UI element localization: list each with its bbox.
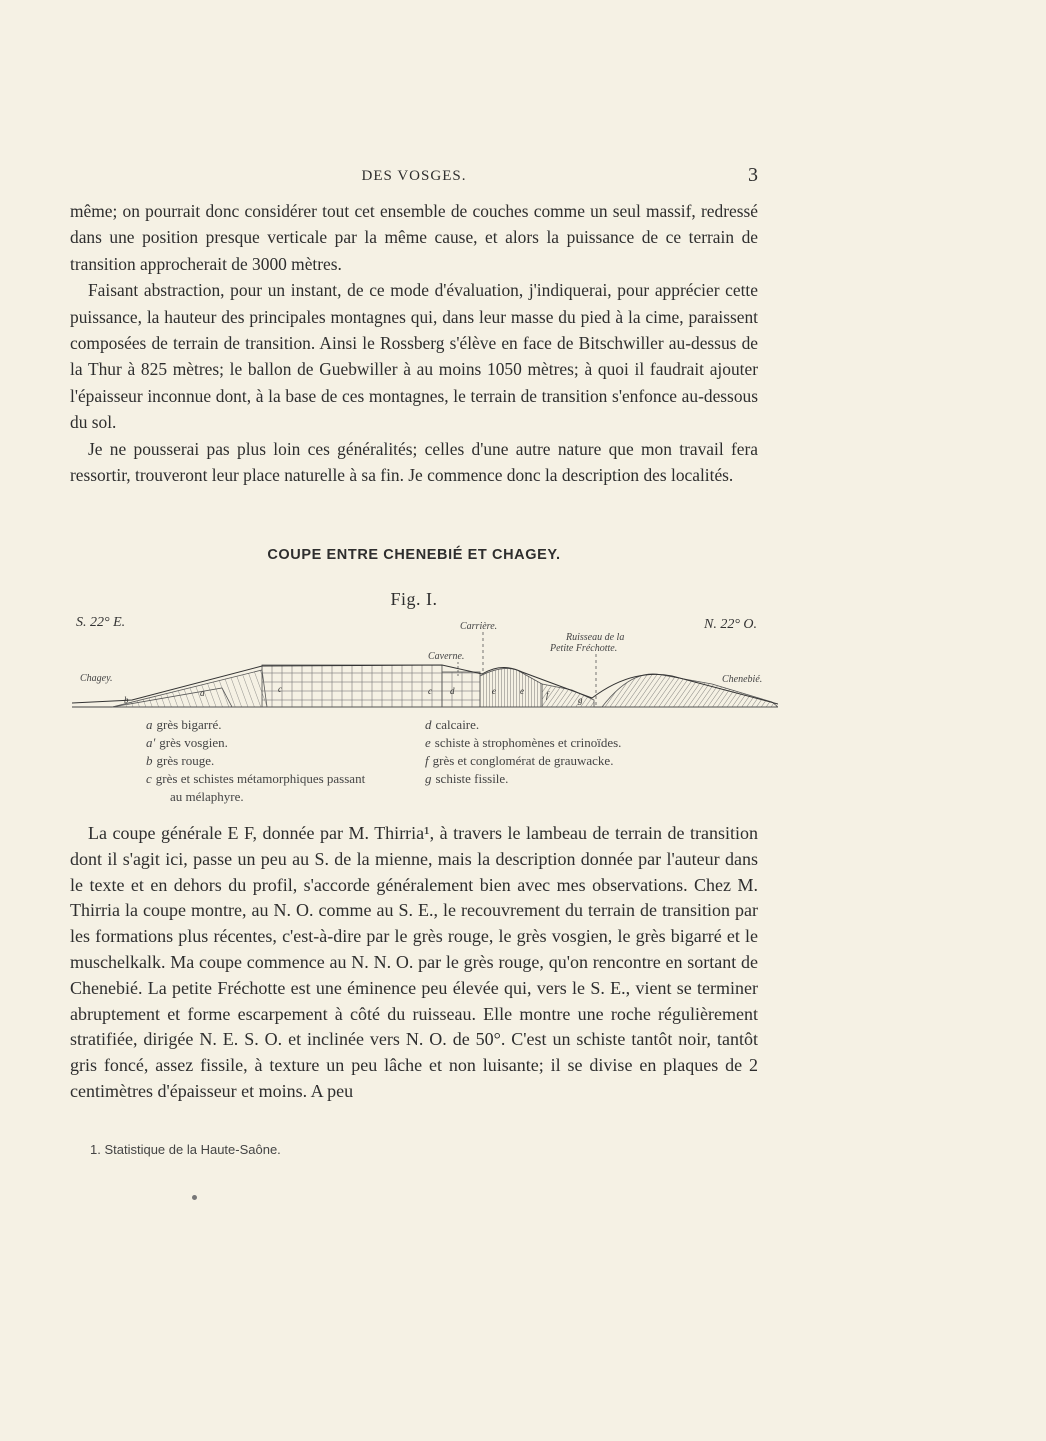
legend-left xyxy=(146,716,365,806)
footnote: 1. Statistique de la Haute-Saône. xyxy=(90,1142,281,1157)
letter-e: e xyxy=(520,686,524,696)
geological-section-figure xyxy=(72,610,778,718)
letter-g: g xyxy=(578,695,583,705)
legend-key: b xyxy=(146,753,153,768)
legend-row xyxy=(146,752,365,770)
place-left: Chagey. xyxy=(80,673,113,684)
legend-text: grès vosgien. xyxy=(159,735,228,750)
paragraph: Faisant abstraction, pour un instant, de ce mode d'évaluation, j'indiquerai, pour apprécier cette puissance, la hauteur des principales montagnes qui, dans leur masse du pied à la cime, paraissent composées de terrain de transition. Ainsi le Rossberg s'élève en face de Bitschwiller au-dessus de la Thur à 825 mètres; le ballon de Guebwiller à au moins 1050 mètres; à quoi il faudrait ajouter l'épaisseur inconnue dont, à la base de ces montagnes, le terrain de transition s'enfonce au-dessous du sol. xyxy=(70,280,758,433)
legend-row xyxy=(425,752,621,770)
letter-e: e xyxy=(492,686,496,696)
legend-text: grès bigarré. xyxy=(156,717,222,732)
legend-key: a' xyxy=(146,735,156,750)
place-right: Chenebié. xyxy=(722,674,763,685)
legend-right xyxy=(425,716,621,788)
paragraph: La coupe générale E F, donnée par M. Thirria¹, à travers le lambeau de terrain de transition dont il s'agit ici, passe un peu au S. de la mienne, mais la description donnée par l'auteur dans le texte et en dehors du profil, s'accorde généralement bien avec mes observations. Chez M. Thirria la coupe montre, au N. O. comme au S. E., le recouvrement du terrain de transition par les formations plus récentes, c'est-à-dire par le grès rouge, le grès vosgien, le grès bigarré et le muschelkalk. Ma coupe commence au N. N. O. par le grès rouge, qu'on rencontre en sortant de Chenebié. La petite Fréchotte est une éminence peu élevée qui, vers le S. E., vient se terminer abruptement et forme escarpement à côté du ruisseau. Elle montre une roche régulièrement stratifiée, dirigée N. E. S. O. et inclinée vers N. O. de 50°. C'est un schiste tantôt noir, tantôt gris foncé, assez fissile, à texture un peu lâche et non luisante; il se divise en plaques de 2 centimètres d'épaisseur et moins. A peu xyxy=(70,823,758,1101)
legend-text: grès rouge. xyxy=(156,753,215,768)
legend-key: c xyxy=(146,771,152,786)
section-drawing xyxy=(72,610,778,718)
orientation-left: S. 22° E. xyxy=(76,615,126,630)
legend-text: au mélaphyre. xyxy=(170,789,244,804)
letter-f: f xyxy=(546,690,549,700)
letter-b: b xyxy=(124,695,129,705)
legend-text: grès et schistes métamorphiques passant xyxy=(155,771,366,786)
legend-key: a xyxy=(146,717,153,732)
label-ruisseau-1: Ruisseau de la xyxy=(566,632,625,643)
figure-label: Fig. I. xyxy=(390,589,438,609)
legend-row xyxy=(146,770,365,788)
legend-text: schiste fissile. xyxy=(435,771,509,786)
legend-text: schiste à strophomènes et crinoïdes. xyxy=(434,735,622,750)
label-carriere: Carrière. xyxy=(460,621,498,632)
legend-key: e xyxy=(425,735,431,750)
section-heading: COUPE ENTRE CHENEBIÉ ET CHAGEY. xyxy=(267,547,561,563)
legend-text: calcaire. xyxy=(435,717,480,732)
legend-text: grès et conglomérat de grauwacke. xyxy=(432,753,614,768)
orientation-right: N. 22° O. xyxy=(704,617,758,632)
legend-row xyxy=(425,734,621,752)
letter-c: c xyxy=(428,686,432,696)
legend-key: g xyxy=(425,771,432,786)
running-header xyxy=(70,164,758,192)
legend-row xyxy=(425,716,621,734)
label-ruisseau-2: Petite Fréchotte. xyxy=(550,643,618,654)
legend-key: d xyxy=(425,717,432,732)
top-text-block xyxy=(70,198,758,488)
bottom-text-block xyxy=(70,821,758,1105)
letter-d: d xyxy=(450,686,455,696)
paragraph: Je ne pousserai pas plus loin ces généralités; celles d'une autre nature que mon travail fera ressortir, trouveront leur place naturelle à sa fin. Je commence donc la description des localités. xyxy=(70,438,758,486)
running-title: DES VOSGES. xyxy=(361,168,467,184)
page-number: 3 xyxy=(748,164,758,186)
letter-c: c xyxy=(278,684,282,694)
ink-speck xyxy=(192,1195,197,1200)
letter-a: a xyxy=(200,688,205,698)
legend-row xyxy=(146,734,365,752)
legend-row xyxy=(146,788,365,806)
label-caverne: Caverne. xyxy=(428,651,465,662)
paragraph: même; on pourrait donc considérer tout cet ensemble de couches comme un seul massif, redressé dans une position presque verticale par la même cause, et alors la puissance de ce terrain de transition approcherait de 3000 mètres. xyxy=(70,201,758,274)
legend-row xyxy=(425,770,621,788)
legend-row xyxy=(146,716,365,734)
legend-key: f xyxy=(425,753,429,768)
